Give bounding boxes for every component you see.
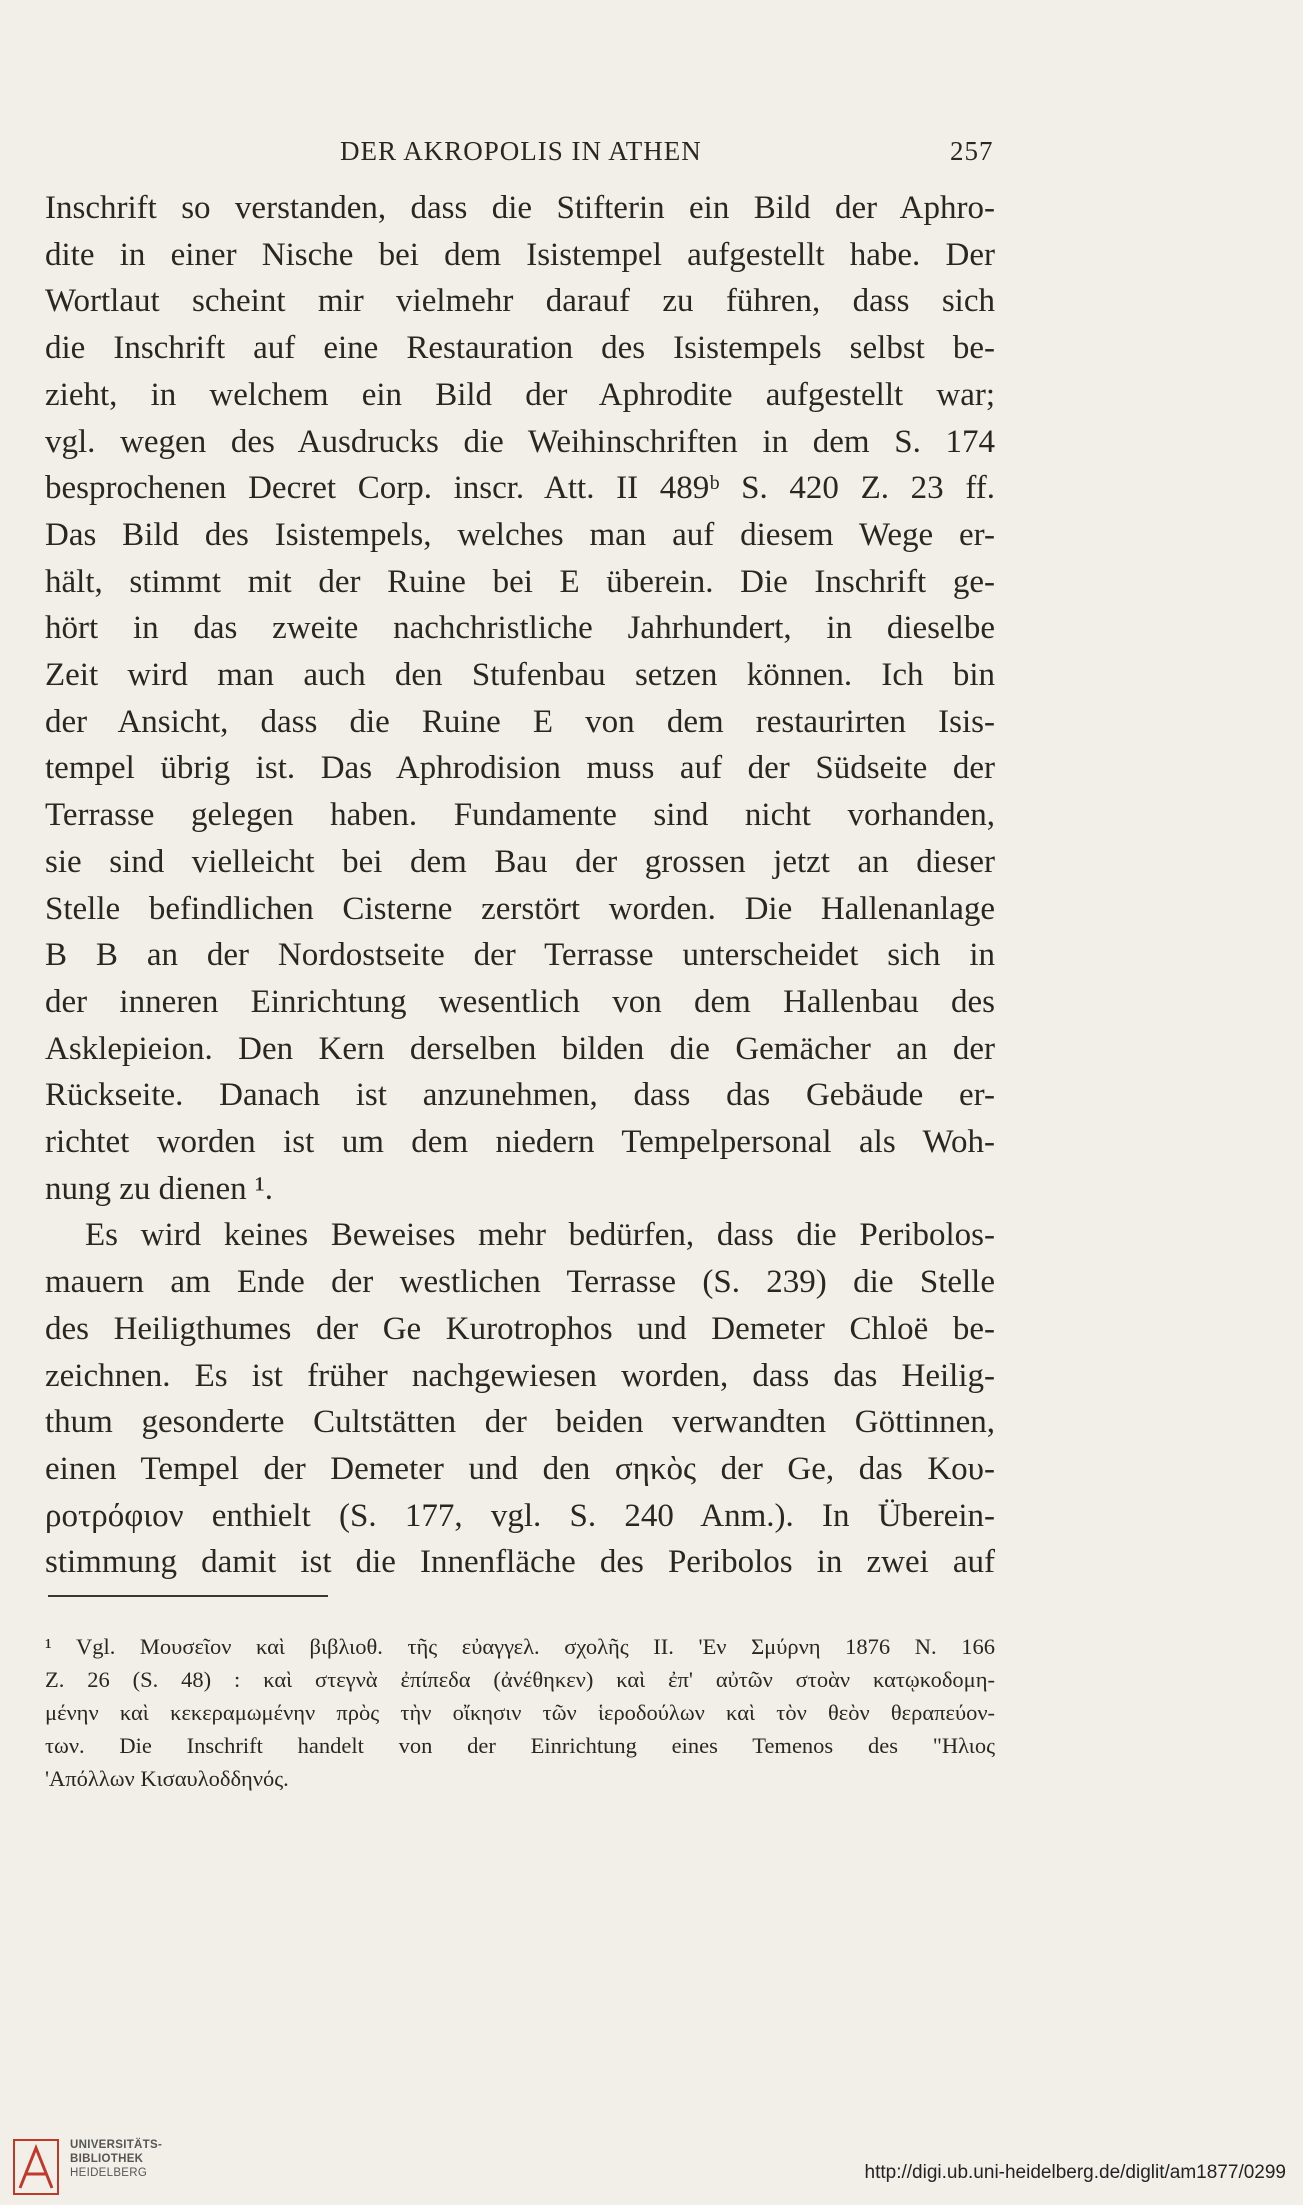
logo-line: BIBLIOTHEK <box>70 2153 144 2165</box>
library-name <box>70 2138 162 2180</box>
body-line: tempel übrig ist. Das Aphrodision muss auf der Südseite der <box>45 750 995 787</box>
body-line: besprochenen Decret Corp. inscr. Att. II 489ᵇ S. 420 Z. 23 ff. <box>45 470 995 507</box>
body-line: mauern am Ende der westlichen Terrasse (S. 239) die Stelle <box>45 1264 995 1301</box>
library-logo <box>12 2138 192 2198</box>
body-line: B B an der Nordostseite der Terrasse unterscheidet sich in <box>45 937 995 974</box>
body-line: dite in einer Nische bei dem Isistempel aufgestellt habe. Der <box>45 236 995 273</box>
body-line: einen Tempel der Demeter und den σηκὸς der Ge, das Κου- <box>45 1450 995 1487</box>
body-line: richtet worden ist um dem niedern Tempelpersonal als Woh- <box>45 1124 995 1161</box>
body-line: der inneren Einrichtung wesentlich von dem Hallenbau des <box>45 983 995 1020</box>
body-line: hört in das zweite nachchristliche Jahrhundert, in dieselbe <box>45 610 995 647</box>
body-line: zeichnen. Es ist früher nachgewiesen worden, dass das Heilig- <box>45 1357 995 1394</box>
body-line: die Inschrift auf eine Restauration des Isistempels selbst be- <box>45 330 995 367</box>
footnote <box>45 1630 995 1795</box>
body-line: nung zu dienen ¹. <box>45 1170 274 1207</box>
source-url-link[interactable]: http://digi.ub.uni-heidelberg.de/diglit/am1877/0299 <box>864 2162 1286 2183</box>
footnote-line: ¹ Vgl. Μουσεῖον καὶ βιβλιοθ. τῆς εὐαγγελ. σχολῆς II. 'Εν Σμύρνη 1876 N. 166 <box>45 1634 995 1659</box>
body-line: zieht, in welchem ein Bild der Aphrodite aufgestellt war; <box>45 376 995 413</box>
body-line: hält, stimmt mit der Ruine bei E überein. Die Inschrift ge- <box>45 563 995 600</box>
page-number: 257 <box>950 136 994 166</box>
library-seal-icon <box>12 2138 62 2198</box>
footnote-rule <box>48 1595 328 1597</box>
body-line: Rückseite. Danach ist anzunehmen, dass das Gebäude er- <box>45 1077 995 1114</box>
running-title: DER AKROPOLIS IN ATHEN <box>340 136 702 166</box>
footnote-line: 'Απόλλων Κισαυλοδδηνός. <box>45 1766 289 1791</box>
body-line: thum gesonderte Cultstätten der beiden verwandten Göttinnen, <box>45 1404 995 1441</box>
body-line: Terrasse gelegen haben. Fundamente sind nicht vorhanden, <box>45 797 995 834</box>
body-line: Es wird keines Beweises mehr bedürfen, dass die Peribolos- <box>85 1217 995 1254</box>
body-line: der Ansicht, dass die Ruine E von dem restaurirten Isis- <box>45 703 995 740</box>
footnote-line: Z. 26 (S. 48) : καὶ στεγνὰ ἐπίπεδα (ἀνέθηκεν) καὶ ἐπ' αὐτῶν στοὰν κατῳκοδομη- <box>45 1667 995 1692</box>
body-line: sie sind vielleicht bei dem Bau der grossen jetzt an dieser <box>45 843 995 880</box>
body-line: des Heiligthumes der Ge Kurotrophos und Demeter Chloë be- <box>45 1310 995 1347</box>
body-line: ροτρόφιον enthielt (S. 177, vgl. S. 240 Anm.). In Überein- <box>45 1497 995 1534</box>
body-line: stimmung damit ist die Innenfläche des Peribolos in zwei auf <box>45 1544 995 1581</box>
footnote-line: μένην καὶ κεκεραμωμένην πρὸς τὴν οἴκησιν τῶν ἱεροδούλων καὶ τὸν θεὸν θεραπεύον- <box>45 1700 995 1725</box>
body-line: Das Bild des Isistempels, welches man auf diesem Wege er- <box>45 516 995 553</box>
footnote-line: των. Die Inschrift handelt von der Einrichtung eines Temenos des "Ηλιος <box>45 1733 995 1758</box>
logo-line: UNIVERSITÄTS- <box>70 2139 163 2151</box>
body-line: Zeit wird man auch den Stufenbau setzen können. Ich bin <box>45 657 995 694</box>
body-line: Stelle befindlichen Cisterne zerstört worden. Die Hallenanlage <box>45 890 995 927</box>
body-line: Inschrift so verstanden, dass die Stifterin ein Bild der Aphro- <box>45 190 995 226</box>
body-text <box>45 185 995 1586</box>
logo-line: HEIDELBERG <box>70 2167 148 2179</box>
body-line: vgl. wegen des Ausdrucks die Weihinschriften in dem S. 174 <box>45 423 995 460</box>
body-line: Asklepieion. Den Kern derselben bilden die Gemächer an der <box>45 1030 995 1067</box>
body-line: Wortlaut scheint mir vielmehr darauf zu führen, dass sich <box>45 283 995 320</box>
